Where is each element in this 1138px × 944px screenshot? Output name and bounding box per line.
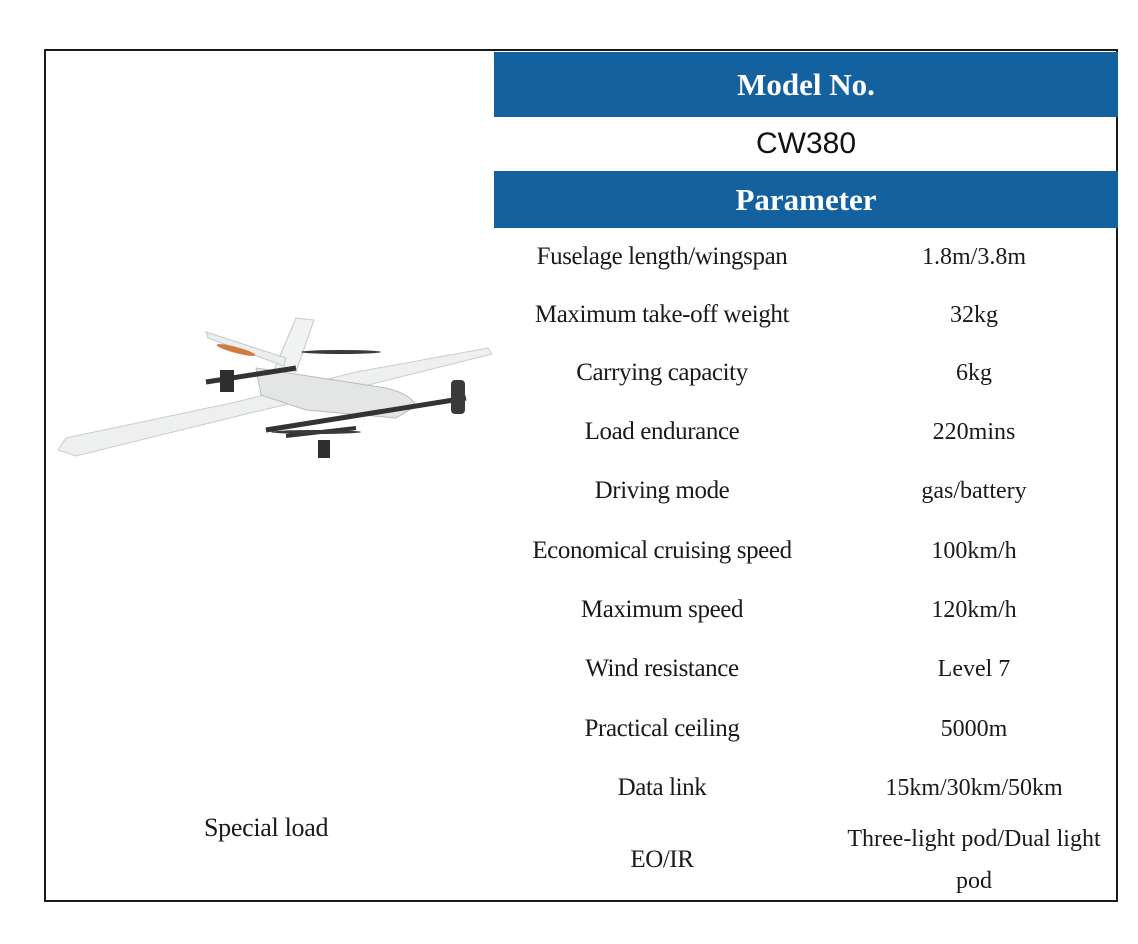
param-label: Carrying capacity <box>576 359 748 386</box>
param-label: Economical cruising speed <box>532 536 792 564</box>
param-value: 5000m <box>940 715 1008 742</box>
table-row <box>494 461 1118 521</box>
table-row <box>494 228 1118 286</box>
param-label: Load endurance <box>584 417 740 445</box>
table-row <box>494 344 1118 402</box>
model-number-header: Model No. <box>494 52 1118 117</box>
table-row <box>494 402 1118 461</box>
param-label: Data link <box>617 774 707 801</box>
param-label: Maximum take-off weight <box>534 301 790 328</box>
param-value: Level 7 <box>937 656 1011 682</box>
special-load-label: Special load <box>204 813 329 842</box>
table-row <box>494 758 1118 818</box>
param-value: 32kg <box>950 302 998 328</box>
table-row <box>494 521 1118 580</box>
param-label: Maximum speed <box>580 595 744 623</box>
drone-image <box>56 310 496 470</box>
table-row <box>494 818 1118 902</box>
table-row <box>494 699 1118 758</box>
param-label: Practical ceiling <box>584 714 740 742</box>
param-value: 15km/30km/50km <box>885 775 1063 801</box>
table-row <box>494 286 1118 344</box>
param-label: Fuselage length/wingspan <box>536 243 788 270</box>
param-value: Three-light pod/Dual light pod <box>847 826 1101 894</box>
table-row <box>494 639 1118 699</box>
parameter-header: Parameter <box>494 171 1118 228</box>
table-row <box>494 580 1118 639</box>
param-label: Driving mode <box>594 477 730 504</box>
param-value: 220mins <box>932 418 1016 445</box>
param-value: 1.8m/3.8m <box>921 244 1026 270</box>
param-label: EO/IR <box>630 846 694 873</box>
model-number-value: CW380 <box>755 127 857 160</box>
param-value: 120km/h <box>931 596 1017 623</box>
param-value: gas/battery <box>921 478 1027 504</box>
param-label: Wind resistance <box>585 655 739 682</box>
param-value: 6kg <box>956 360 992 386</box>
param-value: 100km/h <box>931 537 1017 564</box>
